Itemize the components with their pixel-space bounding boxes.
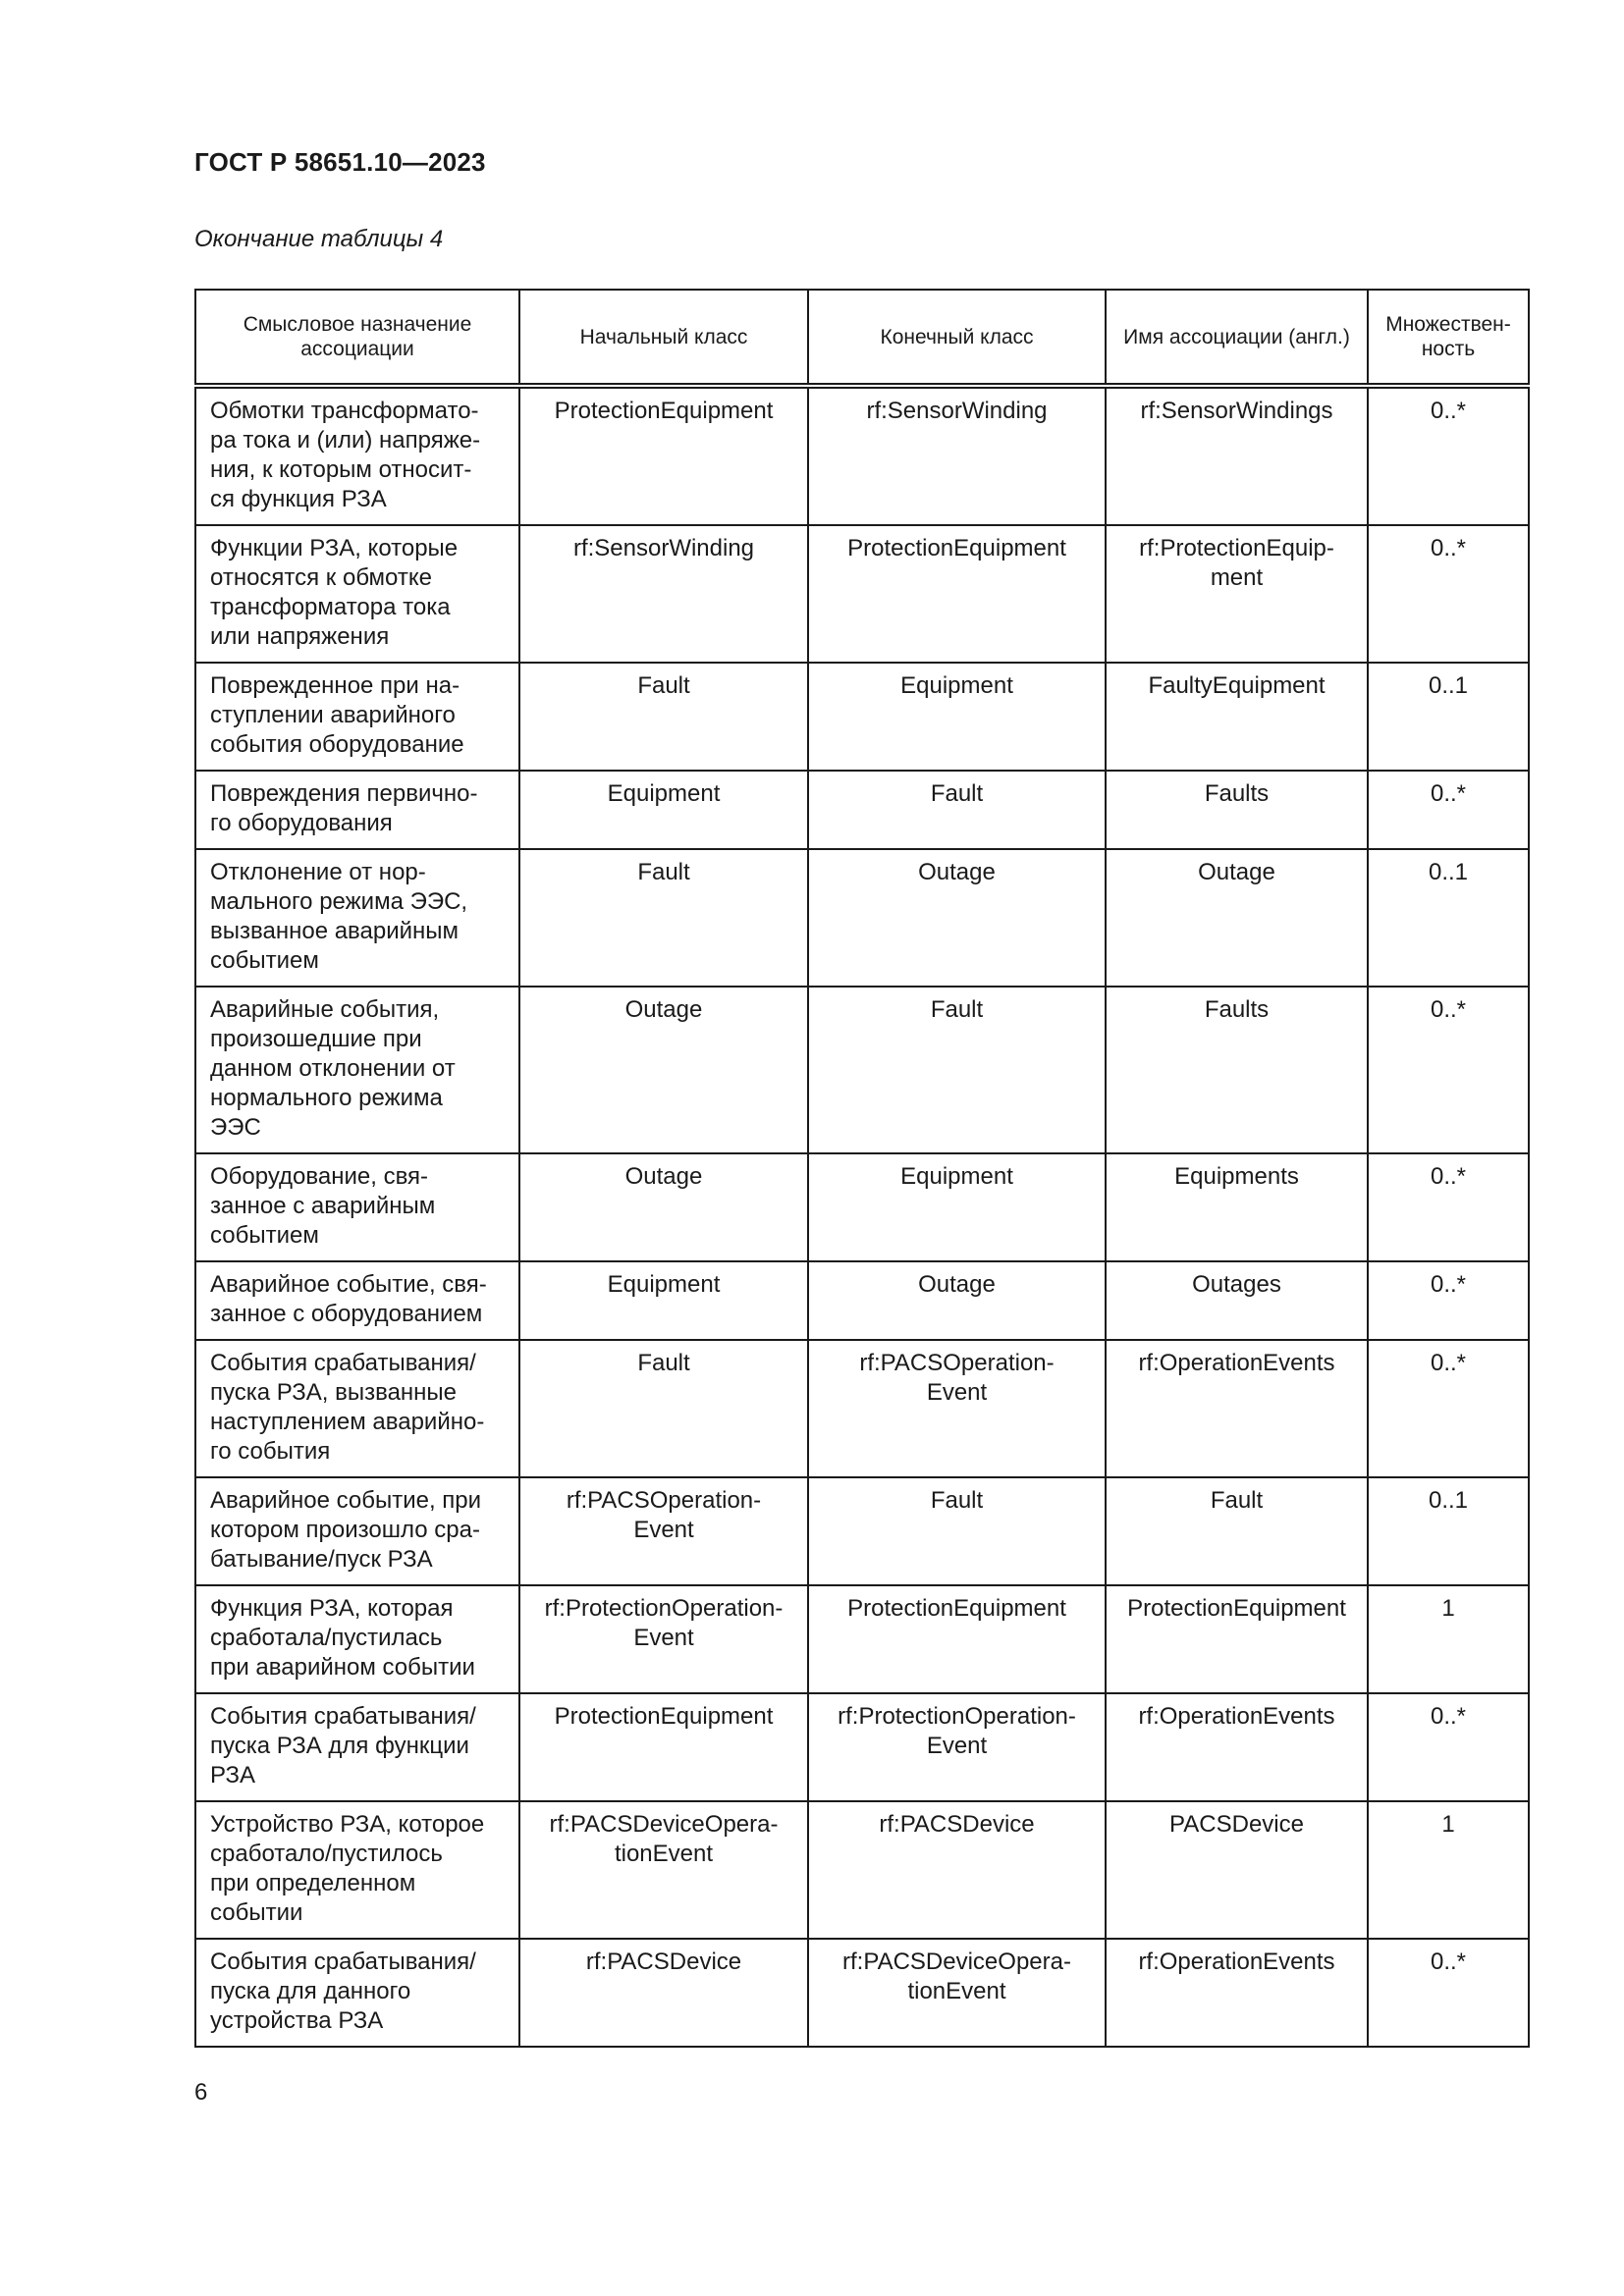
- table-row: [195, 771, 1529, 849]
- cell-association-name: rf:SensorWindings: [1106, 386, 1368, 525]
- cell-end-class: Fault: [808, 1477, 1106, 1585]
- cell-start-class: rf:SensorWinding: [519, 525, 808, 663]
- table-row: [195, 1939, 1529, 2047]
- cell-end-class: ProtectionEquipment: [808, 525, 1106, 663]
- cell-meaning: Отклонение от нор- мального режима ЭЭС, вызванное аварийным событием: [195, 849, 519, 987]
- cell-association-name: PACSDevice: [1106, 1801, 1368, 1939]
- cell-end-class: Outage: [808, 849, 1106, 987]
- header-association-name: Имя ассоциации (англ.): [1106, 290, 1368, 386]
- table-body: [195, 386, 1529, 2047]
- cell-end-class: rf:PACSOperation- Event: [808, 1340, 1106, 1477]
- cell-start-class: rf:PACSDevice: [519, 1939, 808, 2047]
- table-row: [195, 849, 1529, 987]
- cell-multiplicity: 0..*: [1368, 987, 1529, 1153]
- association-table: [194, 289, 1530, 2048]
- cell-meaning: Функции РЗА, которые относятся к обмотке трансформатора тока или напряжения: [195, 525, 519, 663]
- cell-end-class: Outage: [808, 1261, 1106, 1340]
- cell-multiplicity: 0..*: [1368, 1693, 1529, 1801]
- cell-association-name: Fault: [1106, 1477, 1368, 1585]
- cell-end-class: rf:SensorWinding: [808, 386, 1106, 525]
- header-start-class: Начальный класс: [519, 290, 808, 386]
- cell-multiplicity: 0..*: [1368, 1153, 1529, 1261]
- table-header: [195, 290, 1529, 386]
- cell-association-name: rf:OperationEvents: [1106, 1340, 1368, 1477]
- cell-meaning: Аварийное событие, при котором произошло сра- батывание/пуск РЗА: [195, 1477, 519, 1585]
- cell-meaning: Функция РЗА, которая сработала/пустилась при аварийном событии: [195, 1585, 519, 1693]
- cell-meaning: События срабатывания/ пуска РЗА для функции РЗА: [195, 1693, 519, 1801]
- cell-meaning: Оборудование, свя- занное с аварийным событием: [195, 1153, 519, 1261]
- cell-association-name: rf:OperationEvents: [1106, 1939, 1368, 2047]
- cell-start-class: ProtectionEquipment: [519, 1693, 808, 1801]
- cell-meaning: События срабатывания/ пуска для данного устройства РЗА: [195, 1939, 519, 2047]
- cell-multiplicity: 0..*: [1368, 1261, 1529, 1340]
- cell-multiplicity: 0..1: [1368, 663, 1529, 771]
- cell-association-name: ProtectionEquipment: [1106, 1585, 1368, 1693]
- cell-meaning: Обмотки трансформато- ра тока и (или) напряже- ния, к которым относит- ся функция РЗА: [195, 386, 519, 525]
- table-row: [195, 1693, 1529, 1801]
- cell-meaning: Аварийное событие, свя- занное с оборудованием: [195, 1261, 519, 1340]
- document-header: ГОСТ Р 58651.10—2023: [194, 147, 486, 177]
- cell-start-class: Outage: [519, 1153, 808, 1261]
- table-row: [195, 525, 1529, 663]
- page-number: 6: [194, 2079, 208, 2106]
- table-row: [195, 987, 1529, 1153]
- cell-end-class: Equipment: [808, 663, 1106, 771]
- cell-multiplicity: 1: [1368, 1585, 1529, 1693]
- cell-end-class: rf:PACSDevice: [808, 1801, 1106, 1939]
- table-row: [195, 1340, 1529, 1477]
- cell-association-name: FaultyEquipment: [1106, 663, 1368, 771]
- cell-multiplicity: 0..1: [1368, 1477, 1529, 1585]
- cell-start-class: Outage: [519, 987, 808, 1153]
- cell-start-class: Fault: [519, 663, 808, 771]
- cell-meaning: События срабатывания/ пуска РЗА, вызванные наступлением аварийно- го события: [195, 1340, 519, 1477]
- cell-meaning: Повреждения первично- го оборудования: [195, 771, 519, 849]
- cell-multiplicity: 0..*: [1368, 525, 1529, 663]
- table-continuation-caption: Окончание таблицы 4: [194, 226, 444, 252]
- cell-start-class: Equipment: [519, 1261, 808, 1340]
- cell-end-class: Equipment: [808, 1153, 1106, 1261]
- cell-end-class: Fault: [808, 987, 1106, 1153]
- cell-end-class: rf:PACSDeviceOpera- tionEvent: [808, 1939, 1106, 2047]
- table-row: [195, 1585, 1529, 1693]
- table-row: [195, 663, 1529, 771]
- cell-start-class: rf:ProtectionOperation- Event: [519, 1585, 808, 1693]
- cell-meaning: Аварийные события, произошедшие при данном отклонении от нормального режима ЭЭС: [195, 987, 519, 1153]
- cell-start-class: Equipment: [519, 771, 808, 849]
- cell-start-class: rf:PACSDeviceOpera- tionEvent: [519, 1801, 808, 1939]
- header-multiplicity: Множествен- ность: [1368, 290, 1529, 386]
- cell-multiplicity: 0..*: [1368, 771, 1529, 849]
- cell-start-class: ProtectionEquipment: [519, 386, 808, 525]
- table-row: [195, 1477, 1529, 1585]
- cell-multiplicity: 0..*: [1368, 1939, 1529, 2047]
- cell-multiplicity: 0..1: [1368, 849, 1529, 987]
- cell-association-name: Faults: [1106, 771, 1368, 849]
- cell-meaning: Устройство РЗА, которое сработало/пустилось при определенном событии: [195, 1801, 519, 1939]
- cell-end-class: ProtectionEquipment: [808, 1585, 1106, 1693]
- cell-association-name: Faults: [1106, 987, 1368, 1153]
- cell-start-class: Fault: [519, 849, 808, 987]
- cell-multiplicity: 0..*: [1368, 386, 1529, 525]
- table-row: [195, 1153, 1529, 1261]
- cell-start-class: rf:PACSOperation- Event: [519, 1477, 808, 1585]
- cell-association-name: Outages: [1106, 1261, 1368, 1340]
- cell-association-name: Outage: [1106, 849, 1368, 987]
- table-row: [195, 386, 1529, 525]
- cell-end-class: rf:ProtectionOperation- Event: [808, 1693, 1106, 1801]
- cell-association-name: Equipments: [1106, 1153, 1368, 1261]
- header-meaning: Смысловое назначение ассоциации: [195, 290, 519, 386]
- cell-meaning: Поврежденное при на- ступлении аварийного события оборудование: [195, 663, 519, 771]
- cell-start-class: Fault: [519, 1340, 808, 1477]
- table-row: [195, 1261, 1529, 1340]
- header-end-class: Конечный класс: [808, 290, 1106, 386]
- cell-end-class: Fault: [808, 771, 1106, 849]
- cell-multiplicity: 0..*: [1368, 1340, 1529, 1477]
- cell-multiplicity: 1: [1368, 1801, 1529, 1939]
- table-row: [195, 1801, 1529, 1939]
- cell-association-name: rf:ProtectionEquip- ment: [1106, 525, 1368, 663]
- cell-association-name: rf:OperationEvents: [1106, 1693, 1368, 1801]
